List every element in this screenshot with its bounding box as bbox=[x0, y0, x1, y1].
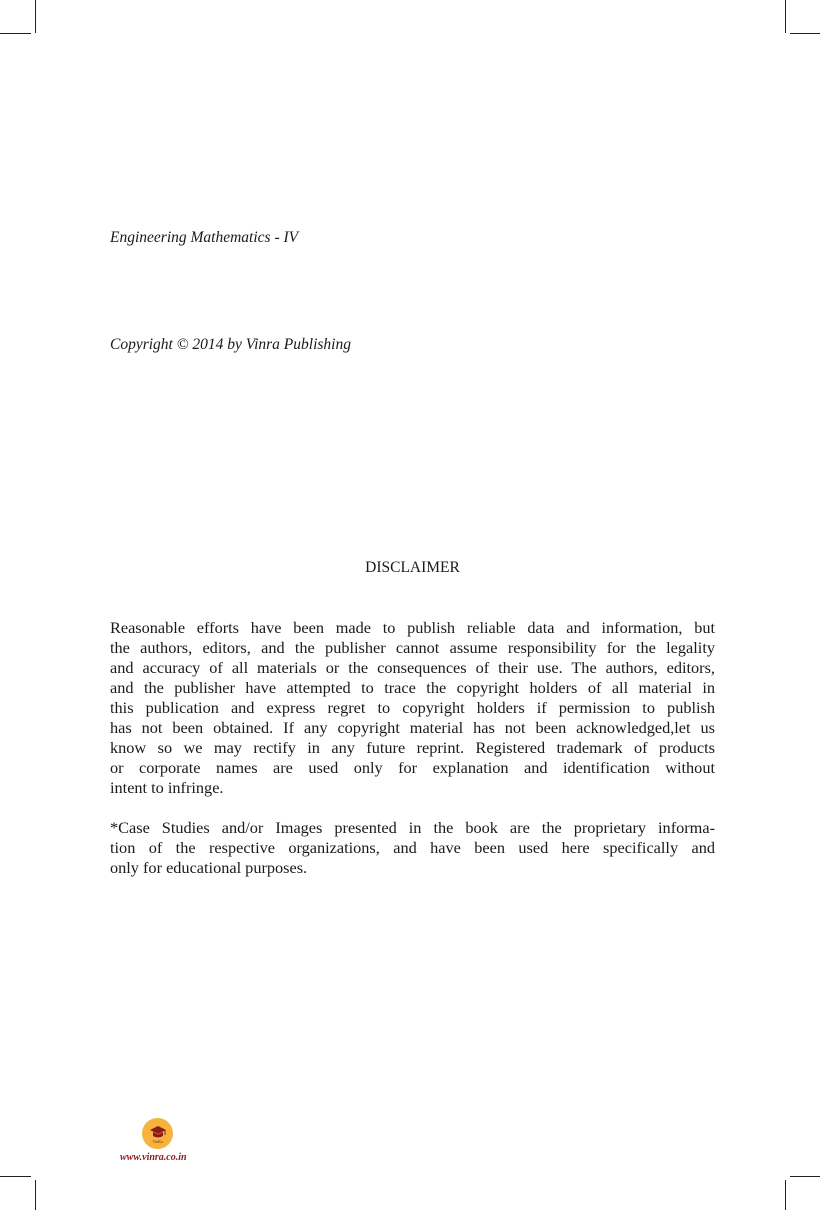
crop-mark bbox=[0, 33, 31, 34]
text-line: intent to infringe. bbox=[110, 778, 224, 797]
crop-mark bbox=[35, 1180, 36, 1210]
crop-mark bbox=[790, 1176, 820, 1177]
text-line: Reasonable efforts have been made to publish reliable data and information, but bbox=[110, 618, 715, 637]
text-line: this publication and express regret to copyright holders if permission to publish bbox=[110, 698, 715, 717]
text-line: or corporate names are used only for explanation and identification without bbox=[110, 758, 715, 777]
book-title: Engineering Mathematics - IV bbox=[110, 229, 299, 246]
crop-mark bbox=[790, 33, 820, 34]
crop-mark bbox=[35, 0, 36, 33]
text-line: *Case Studies and/or Images presented in the book are the proprietary informa- bbox=[110, 818, 715, 837]
text-line: and the publisher have attempted to trace the copyright holders of all material in bbox=[110, 678, 715, 697]
text-line: has not been obtained. If any copyright material has not been acknowledged,let us bbox=[110, 718, 715, 737]
graduation-cap-icon bbox=[142, 1118, 173, 1149]
text-line: know so we may rectify in any future reprint. Registered trademark of products bbox=[110, 738, 715, 757]
publisher-url[interactable]: www.vinra.co.in bbox=[120, 1152, 187, 1163]
disclaimer-paragraph-2 bbox=[110, 818, 715, 878]
crop-mark bbox=[0, 1176, 31, 1177]
crop-mark bbox=[785, 0, 786, 33]
logo-text: VinRa bbox=[152, 1139, 163, 1144]
text-line: the authors, editors, and the publisher cannot assume responsibility for the legality bbox=[110, 638, 715, 657]
disclaimer-paragraph-1 bbox=[110, 618, 715, 798]
text-line: and accuracy of all materials or the consequences of their use. The authors, editors, bbox=[110, 658, 715, 677]
disclaimer-heading: DISCLAIMER bbox=[365, 559, 460, 576]
text-line: only for educational purposes. bbox=[110, 858, 308, 877]
text-line: tion of the respective organizations, and have been used here specifically and bbox=[110, 838, 715, 857]
publisher-logo bbox=[142, 1118, 173, 1149]
crop-mark bbox=[785, 1180, 786, 1210]
copyright-notice: Copyright © 2014 by Vinra Publishing bbox=[110, 336, 351, 353]
